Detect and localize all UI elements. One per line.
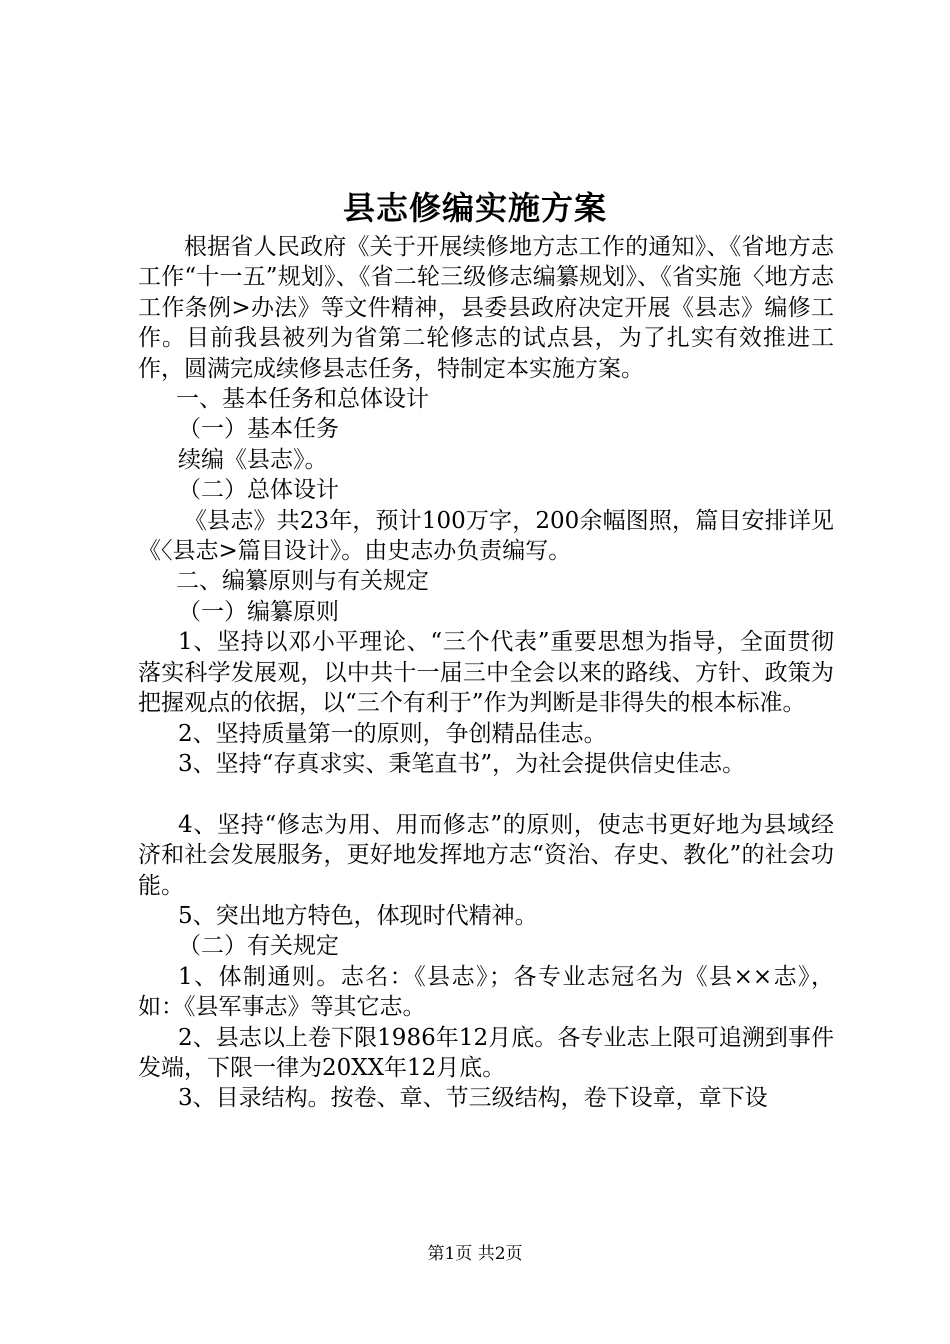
section-heading-2: 二、编纂原则与有关规定	[176, 568, 429, 595]
paragraph-design: 《县志》共23年，预计100万字，200余幅图照，篇目安排详见《〈县志>篇目设计》。由史志办负责编写。	[138, 507, 834, 565]
principle-item-3: 3、坚持“存真求实、秉笔直书”，为社会提供信史佳志。	[178, 750, 746, 777]
principle-item-4: 4、坚持“修志为用、用而修志”的原则，使志书更好地为县域经济和社会发展服务，更好地发挥地方志“资治、存史、教化”的社会功能。	[138, 811, 834, 899]
document-body	[138, 232, 834, 1114]
subsection-heading-1-2: （二）总体设计	[178, 477, 339, 504]
rule-item-3: 3、目录结构。按卷、章、节三级结构，卷下设章，章下设	[178, 1085, 768, 1112]
intro-paragraph: 根据省人民政府《关于开展续修地方志工作的通知》、《省地方志工作“十一五”规划》、《省二轮三级修志编纂规划》、《省实施〈地方志工作条例>办法》等文件精神，县委县政府决定开展《县志》编修工作。目前我县被列为省第二轮修志的试点县，为了扎实有效推进工作，圆满完成续修县志任务，特制定本实施方案。	[138, 234, 834, 382]
principle-item-5: 5、突出地方特色，体现时代精神。	[178, 902, 538, 929]
document-title: 县志修编实施方案	[342, 189, 607, 227]
principle-item-2: 2、坚持质量第一的原则，争创精品佳志。	[178, 720, 607, 747]
rule-item-2: 2、县志以上卷下限1986年12月底。各专业志上限可追溯到事件发端，下限一律为20XX年12月底。	[138, 1024, 834, 1081]
blank-line	[138, 779, 834, 809]
subsection-heading-1-1: （一）基本任务	[178, 416, 339, 443]
principle-item-1: 1、坚持以邓小平理论、“三个代表”重要思想为指导，全面贯彻落实科学发展观，以中共十一届三中全会以来的路线、方针、政策为把握观点的依据，以“三个有利于”作为判断是非得失的根本标准。	[138, 629, 834, 717]
subsection-heading-2-1: （一）编纂原则	[178, 598, 339, 625]
subsection-heading-2-2: （二）有关规定	[178, 933, 339, 960]
section-heading-1: 一、基本任务和总体设计	[176, 386, 429, 413]
rule-item-1: 1、体制通则。志名：《县志》；各专业志冠名为《县××志》，如：《县军事志》等其它志。	[138, 963, 834, 1021]
paragraph-task: 续编《县志》。	[178, 446, 328, 473]
page-footer: 第1页 共2页	[427, 1244, 523, 1264]
